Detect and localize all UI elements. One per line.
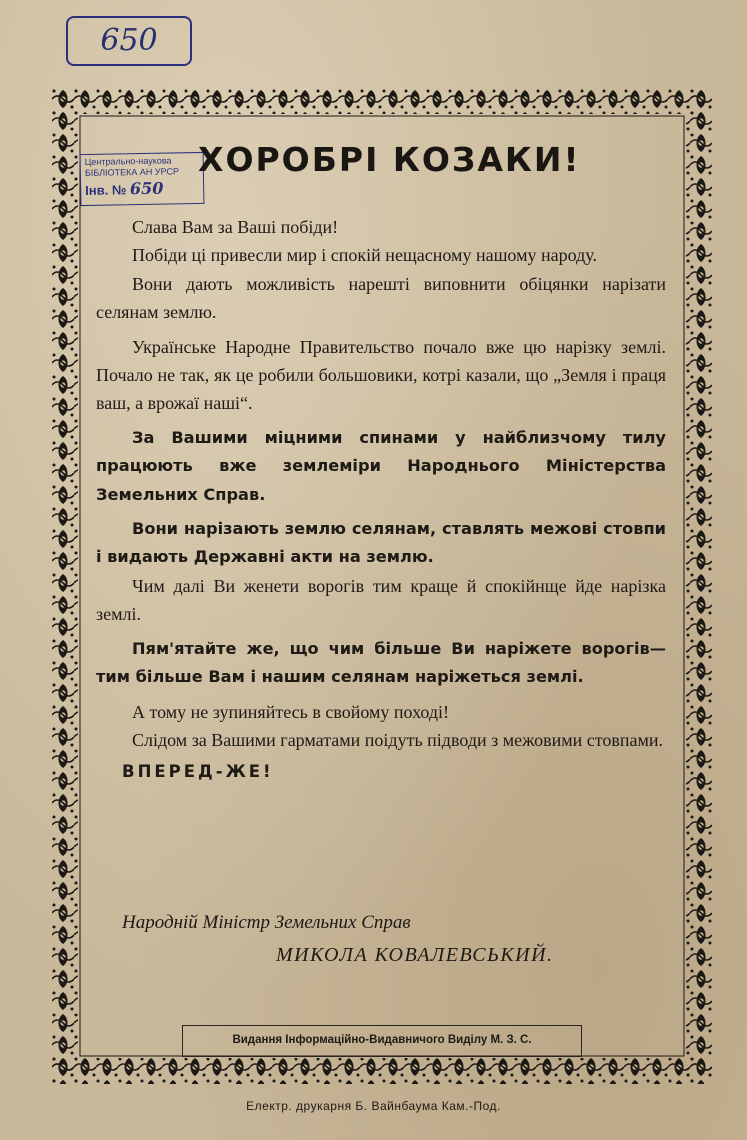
paragraph-10: Слідом за Вашими гарматами поідуть підводи з межовими стовпами. [132, 729, 663, 750]
leaflet-title: ХОРОБРІ КОЗАКИ! [198, 140, 581, 179]
library-stamp-line1: Центрально-наукова [84, 155, 172, 167]
paragraph-4: Українське Народне Правительство почало вже цю нарізку землі. Почало не так, як це робили большовики, котрі казали, що „Земля і праця ваш, а врожаї наші“. [96, 336, 666, 414]
paragraph-5: За Вашими міцними спинами у найблизчому тилу працюють вже землеміри Народнього Мінiстерства Земельних Справ. [96, 427, 666, 504]
paragraph-7: Чим далі Ви женети ворогів тим краще й спокійнще йде нарізка землі. [96, 575, 666, 625]
archive-number-stamp: 650 [66, 16, 192, 66]
signature-name: МИКОЛА КОВАЛЕВСЬКИЙ. [276, 944, 554, 966]
printer-credit: Електр. друкарня Б. Вайнбаума Кам.-Под. [246, 1099, 501, 1113]
paragraph-2: Побіди ці привесли мир і спокій нещасному нашому народу. [132, 245, 597, 266]
library-stamp [80, 152, 205, 206]
paragraph-1: Слава Вам за Ваші побіди! [132, 217, 339, 237]
inventory-label: Інв. № [85, 182, 127, 198]
paragraph-3: Вони дають можливість нарешті виповнити обіцянки нарізати селянам землю. [96, 273, 666, 323]
library-stamp-line2: БІБЛІОТЕКА АН УРСР [84, 166, 180, 178]
forward-call: ВПЕРЕД-ЖЕ! [122, 762, 274, 782]
inventory-value: 650 [129, 178, 164, 199]
paragraph-8: Пям'ятайте же, що чим більше Ви наріжете ворогів—тим більше Вам і нашим селянам наріжеться землі. [96, 638, 666, 687]
library-stamp-inventory [85, 179, 199, 200]
paragraph-6: Вони нарізають землю селянам, ставлять межові стовпи і видають Державні акти на землю. [96, 519, 666, 567]
leaflet-body [96, 213, 666, 787]
publisher-box: Видання Інформаційно-Видавничого Виділу М. З. С. [182, 1025, 582, 1057]
signature-role: Народній Міністр Земельних Справ [122, 912, 411, 933]
paragraph-9: А тому не зупиняйтесь в свойому поході! [132, 701, 450, 722]
